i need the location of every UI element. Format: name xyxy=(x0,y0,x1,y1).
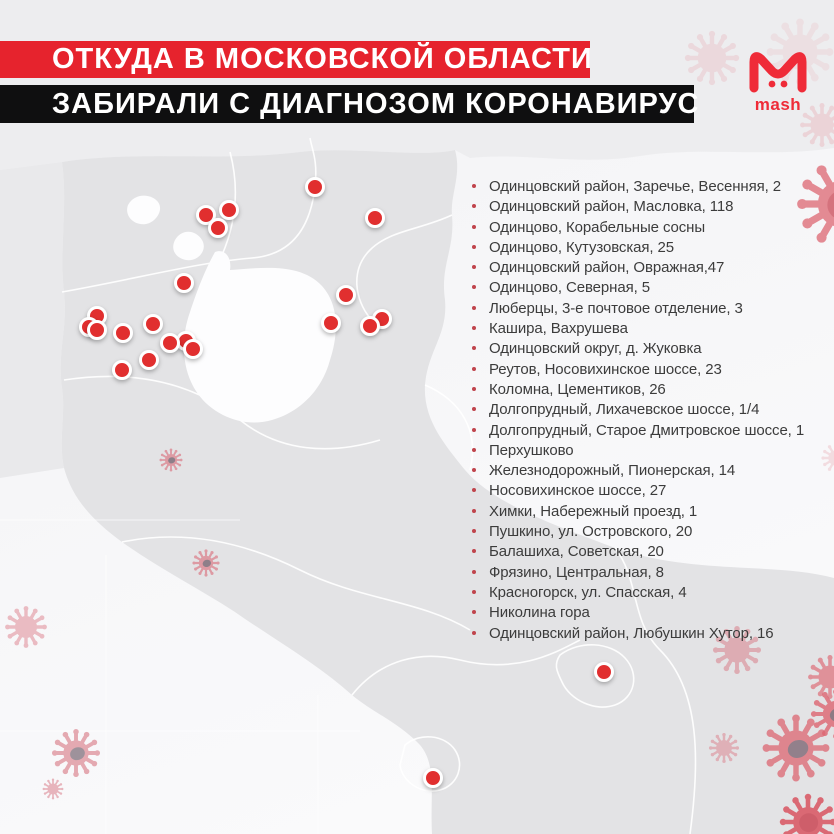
list-item-label: Одинцовский район, Овражная,47 xyxy=(489,259,725,277)
map-dot xyxy=(210,220,227,237)
virus-icon xyxy=(43,779,64,800)
list-item-label: Носовихинское шоссе, 27 xyxy=(489,482,667,500)
bullet-icon xyxy=(472,610,476,614)
mash-logo-text: mash xyxy=(754,95,802,114)
bullet-icon xyxy=(472,346,476,350)
bullet-icon xyxy=(472,285,476,289)
list-item xyxy=(472,219,804,239)
bullet-icon xyxy=(472,306,476,310)
map-dot xyxy=(338,287,355,304)
title-line1: ОТКУДА В МОСКОВСКОЙ ОБЛАСТИ xyxy=(52,43,593,75)
bullet-icon xyxy=(472,631,476,635)
bullet-icon xyxy=(472,590,476,594)
mash-logo xyxy=(746,44,810,115)
map-dot xyxy=(141,352,158,369)
map-dot xyxy=(89,322,106,339)
list-item xyxy=(472,320,804,340)
map-dot xyxy=(221,202,238,219)
list-item-label: Перхушково xyxy=(489,441,574,459)
bullet-icon xyxy=(472,265,476,269)
bullet-icon xyxy=(472,387,476,391)
list-item xyxy=(472,442,804,462)
list-item-label: Реутов, Носовихинское шоссе, 23 xyxy=(489,360,722,378)
bullet-icon xyxy=(472,367,476,371)
bullet-icon xyxy=(472,428,476,432)
list-item xyxy=(472,279,804,299)
list-item-label: Коломна, Цементиков, 26 xyxy=(489,380,666,398)
bullet-icon xyxy=(472,509,476,513)
list-item-label: Одинцовский район, Заречье, Весенняя, 2 xyxy=(489,178,782,195)
list-item-label: Пушкино, ул. Островского, 20 xyxy=(489,523,693,541)
list-item xyxy=(472,543,804,563)
bullet-icon xyxy=(472,184,476,188)
bullet-icon xyxy=(472,407,476,411)
bullet-icon xyxy=(472,245,476,249)
list-item xyxy=(472,198,804,218)
map-dot xyxy=(176,275,193,292)
bullet-icon xyxy=(472,570,476,574)
list-item-label: Одинцовский район, Любушкин Хутор, 16 xyxy=(489,624,774,642)
list-item xyxy=(472,239,804,259)
list-item-label: Одинцовский округ, д. Жуковка xyxy=(489,340,702,358)
list-item xyxy=(472,361,804,381)
title-line2: ЗАБИРАЛИ С ДИАГНОЗОМ КОРОНАВИРУС xyxy=(52,87,700,120)
list-item xyxy=(472,564,804,584)
list-item-label: Одинцово, Кутузовская, 25 xyxy=(489,238,675,256)
map-dot xyxy=(367,210,384,227)
title-banner-bottom xyxy=(0,85,700,123)
bullet-icon xyxy=(472,326,476,330)
mash-logo-icon xyxy=(746,44,810,96)
virus-icon xyxy=(821,443,834,472)
map-dot xyxy=(425,770,442,787)
virus-icon xyxy=(5,606,47,648)
bullet-icon xyxy=(472,529,476,533)
bullet-icon xyxy=(472,488,476,492)
map-dot xyxy=(145,316,162,333)
virus-icon xyxy=(52,729,100,777)
list-item-label: Одинцово, Корабельные сосны xyxy=(489,218,706,236)
list-item-label: Фрязино, Центральная, 8 xyxy=(489,563,664,581)
list-item xyxy=(472,604,804,624)
map-neighbor-left-strip xyxy=(0,162,65,478)
list-item xyxy=(472,422,804,442)
list-item xyxy=(472,340,804,360)
map-dot xyxy=(114,362,131,379)
map-dot xyxy=(115,325,132,342)
list-item-label: Долгопрудный, Старое Дмитровское шоссе, 1 xyxy=(489,421,805,439)
list-item-label: Одинцовский район, Масловка, 118 xyxy=(489,198,734,216)
bullet-icon xyxy=(472,448,476,452)
list-item xyxy=(472,584,804,604)
list-item xyxy=(472,462,804,482)
list-item-label: Люберцы, 3-е почтовое отделение, 3 xyxy=(489,299,743,317)
list-item-label: Химки, Набережный проезд, 1 xyxy=(489,502,698,520)
list-item xyxy=(472,482,804,502)
list-item-label: Николина гора xyxy=(489,604,590,622)
list-item xyxy=(472,381,804,401)
list-item-label: Железнодорожный, Пионерская, 14 xyxy=(489,462,736,480)
list-item-label: Красногорск, ул. Спасская, 4 xyxy=(489,583,687,601)
list-item-label: Балашиха, Советская, 20 xyxy=(489,543,664,561)
list-item-label: Кашира, Вахрушева xyxy=(489,320,628,338)
list-item-label: Одинцово, Северная, 5 xyxy=(489,279,650,297)
bullet-icon xyxy=(472,549,476,553)
bullet-icon xyxy=(472,468,476,472)
list-item xyxy=(472,625,804,645)
list-item xyxy=(472,401,804,421)
title-banner-top xyxy=(0,41,593,78)
bullet-icon xyxy=(472,204,476,208)
list-item xyxy=(472,300,804,320)
map-dot xyxy=(323,315,340,332)
map-dot xyxy=(362,318,379,335)
list-item xyxy=(472,259,804,279)
bullet-icon xyxy=(472,225,476,229)
list-item xyxy=(472,523,804,543)
list-item xyxy=(472,503,804,523)
map-dot xyxy=(596,664,613,681)
list-item xyxy=(472,178,804,198)
list-item-label: Долгопрудный, Лихачевское шоссе, 1/4 xyxy=(489,401,760,419)
location-list xyxy=(472,178,804,645)
map-dot xyxy=(185,341,202,358)
map-dot xyxy=(307,179,324,196)
map-dot xyxy=(162,335,179,352)
